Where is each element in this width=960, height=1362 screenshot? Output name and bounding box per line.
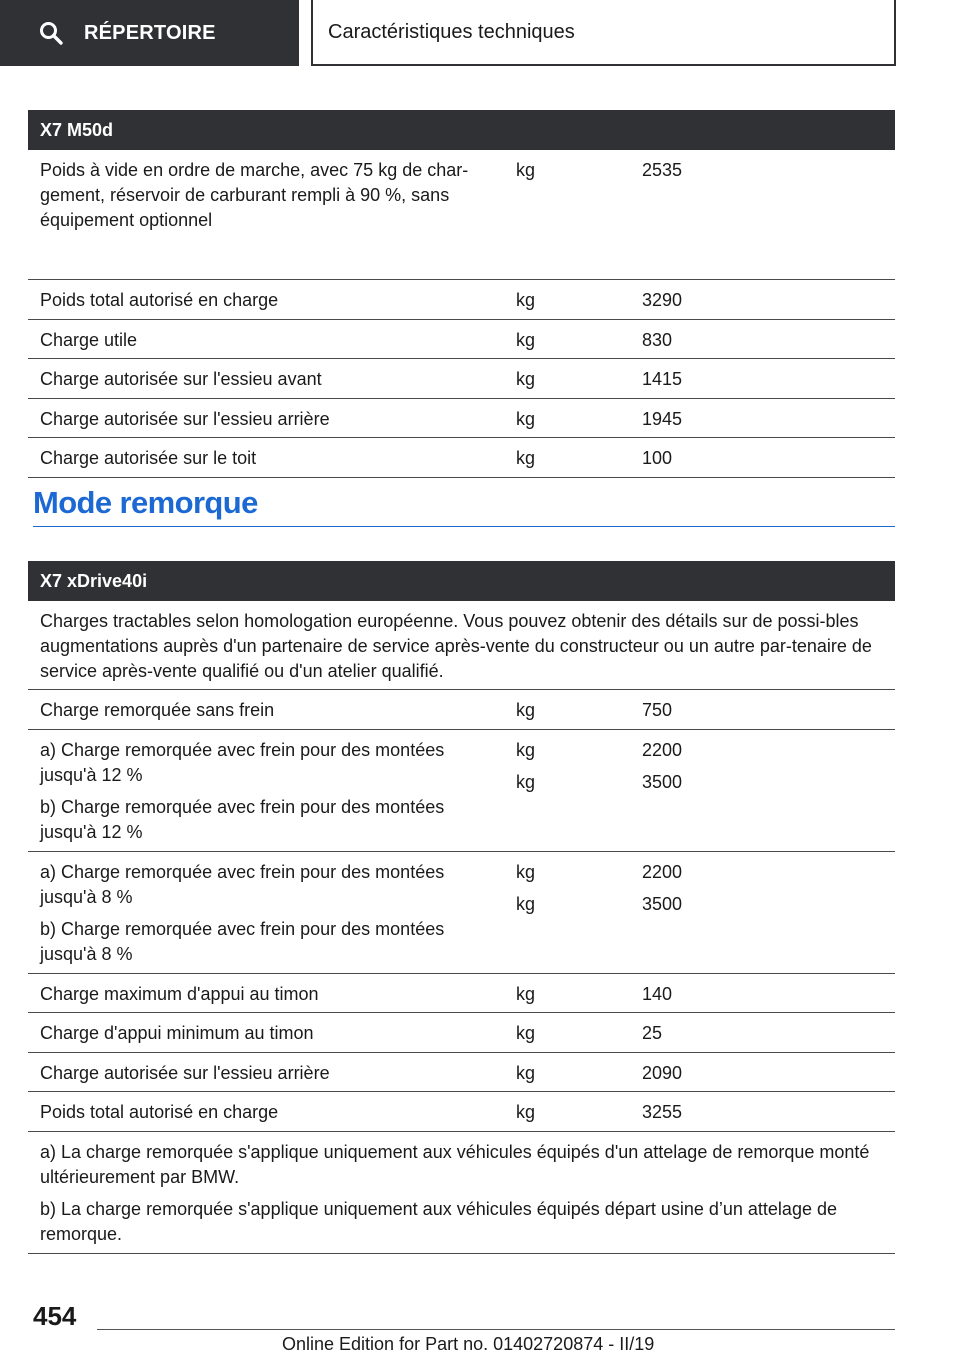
row-unit: kg (516, 1102, 536, 1122)
weights-table-heading: X7 M50d (28, 110, 895, 150)
row-unit: kg (516, 448, 536, 468)
row-label-b: b) Charge remorquée avec frein pour des montées jusqu'à 12 % (40, 796, 445, 842)
row-value: 830 (642, 329, 673, 350)
row-value: 140 (642, 983, 673, 1004)
table-row (28, 852, 895, 974)
row-label: Charge autorisée sur l'essieu arrière (40, 408, 330, 429)
row-label: Poids à vide en ordre de marche, avec 75 kg de char-gement, réservoir de carburant rempli à 90 %, sans équipement optionnel (40, 160, 469, 230)
table-row (28, 1013, 895, 1053)
row-unit-a: kg (516, 739, 536, 760)
row-label: Poids total autorisé en charge (40, 290, 279, 310)
row-label: Charge autorisée sur l'essieu arrière (40, 1062, 330, 1083)
row-label-b: b) Charge remorquée avec frein pour des montées jusqu'à 8 % (40, 918, 445, 964)
index-label: RÉPERTOIRE (84, 21, 216, 44)
section-heading (33, 485, 895, 527)
chapter-title: Caractéristiques techniques (328, 20, 575, 43)
table-row (28, 438, 895, 478)
page-number: 454 (33, 1301, 77, 1331)
table-row (28, 320, 895, 360)
trailer-table-heading: X7 xDrive40i (28, 561, 895, 601)
row-unit: kg (516, 290, 536, 310)
table-row (28, 280, 895, 320)
table-row (28, 690, 895, 730)
row-label: Charge d'appui minimum au timon (40, 1023, 314, 1043)
intro-text: Charges tractables selon homologation européenne. Vous pouvez obtenir des détails sur de possi-bles augmentations auprès d'un partenaire de service après-vente du constructeur ou un autre par-tenaire de service après-vente qualifié ou d'un atelier qualifié. (40, 611, 872, 681)
row-unit: kg (516, 408, 536, 429)
row-value: 1415 (642, 369, 683, 389)
row-value: 25 (642, 1023, 663, 1043)
row-unit: kg (516, 369, 536, 389)
section-title: Mode remorque (33, 485, 258, 520)
row-label: Charge autorisée sur le toit (40, 448, 257, 468)
note-b: b) La charge remorquée s'applique uniquement aux véhicules équipés départ usine d’un attelage de remorque. (40, 1198, 837, 1244)
row-label: Charge maximum d'appui au timon (40, 983, 319, 1004)
note-a: a) La charge remorquée s'applique uniquement aux véhicules équipés d'un attelage de remorque monté ultérieurement par BMW. (40, 1141, 870, 1187)
row-value-a: 2200 (642, 739, 683, 760)
weights-table (28, 110, 895, 478)
chapter-header (311, 0, 896, 66)
row-value: 100 (642, 448, 673, 468)
row-unit: kg (516, 983, 536, 1004)
trailer-table (28, 561, 895, 1254)
row-label: Charge utile (40, 329, 138, 350)
row-unit: kg (516, 700, 536, 720)
row-value: 3255 (642, 1102, 683, 1122)
row-unit-b: kg (516, 893, 536, 914)
row-value-a: 2200 (642, 861, 683, 882)
row-unit: kg (516, 160, 536, 180)
row-value: 3290 (642, 290, 683, 310)
row-value-b: 3500 (642, 893, 683, 914)
row-value: 1945 (642, 408, 683, 429)
index-button[interactable] (0, 0, 299, 66)
row-label-a: a) Charge remorquée avec frein pour des montées jusqu'à 12 % (40, 739, 445, 785)
table-row (28, 974, 895, 1014)
row-label: Poids total autorisé en charge (40, 1102, 279, 1122)
row-unit: kg (516, 329, 536, 350)
row-unit-a: kg (516, 861, 536, 882)
table-row (28, 359, 895, 399)
footer-divider (97, 1329, 895, 1330)
row-value: 2535 (642, 160, 683, 180)
row-unit-b: kg (516, 771, 536, 792)
row-label-a: a) Charge remorquée avec frein pour des montées jusqu'à 8 % (40, 861, 445, 907)
edition-text: Online Edition for Part no. 01402720874 - II/19 (282, 1334, 655, 1354)
row-value: 2090 (642, 1062, 683, 1083)
row-label: Charge autorisée sur l'essieu avant (40, 369, 322, 389)
table-row (28, 150, 895, 280)
row-label: Charge remorquée sans frein (40, 700, 275, 720)
table-row (28, 399, 895, 439)
table-row (28, 1132, 895, 1254)
table-row (28, 1092, 895, 1132)
table-row (28, 730, 895, 852)
row-unit: kg (516, 1062, 536, 1083)
table-row (28, 1053, 895, 1093)
row-unit: kg (516, 1023, 536, 1043)
row-value-b: 3500 (642, 771, 683, 792)
search-icon (38, 18, 68, 48)
row-value: 750 (642, 700, 673, 720)
table-row (28, 601, 895, 690)
